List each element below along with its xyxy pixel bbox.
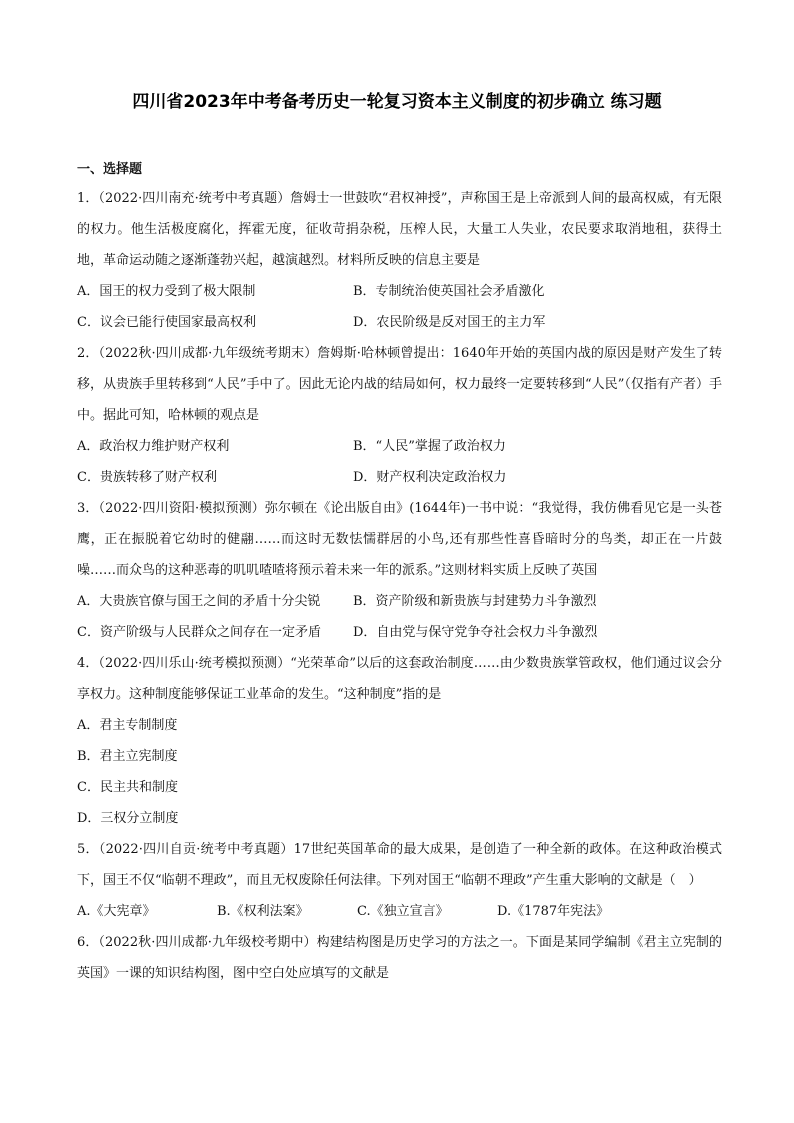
option-a: A.《大宪章》 <box>77 904 156 919</box>
option-c: C.《独立宣言》 <box>357 904 449 919</box>
option-b: B．“人民”掌握了政治权力 <box>353 439 506 454</box>
question-stem: 1．（2022·四川南充·统考中考真题）詹姆士一世鼓吹“君权神授”，声称国王是上帝派到人间的最高权威，有无限的权力。他生活极度腐化，挥霍无度，征收苛捐杂税，压榨人民，大量工人失业，农民要求取消地租，获得土地，革命运动随之逐渐蓬勃兴起，越演越烈。材料所反映的信息主要是 <box>77 191 722 268</box>
option-c: C．贵族转移了财产权利 <box>77 470 217 485</box>
question-stem: 2．（2022秋·四川成都·九年级统考期末）詹姆斯·哈林顿曾提出：1640年开始的英国内战的原因是财产发生了转移，从贵族手里转移到“人民”手中了。因此无论内战的结局如何，权力最终一定要转移到“人民”（仅指有产者）手中。据此可知，哈林顿的观点是 <box>77 346 722 423</box>
option-d: D．三权分立制度 <box>77 811 179 826</box>
option-b: B．资产阶级和新贵族与封建势力斗争激烈 <box>353 594 597 609</box>
options <box>77 276 722 338</box>
option-b: B．专制统治使英国社会矛盾激化 <box>353 284 545 299</box>
option-a: A．大贵族官僚与国王之间的矛盾十分尖锐 <box>77 594 321 609</box>
question-5 <box>77 834 722 927</box>
option-c: C．民主共和制度 <box>77 780 178 795</box>
document-body <box>77 157 722 989</box>
question-stem: 5．（2022·四川自贡·统考中考真题）17世纪英国革命的最大成果，是创造了一种全新的政体。在这种政治模式下，国王不仅“临朝不理政”，而且无权废除任何法律。下列对国王“临朝不理政”产生重大影响的文献是（ ） <box>77 842 722 888</box>
option-d: D．农民阶级是反对国王的主力军 <box>353 315 546 330</box>
option-d: D．自由党与保守党争夺社会权力斗争激烈 <box>353 625 598 640</box>
option-a: A．政治权力维护财产权利 <box>77 439 230 454</box>
option-b: B.《权利法案》 <box>217 904 309 919</box>
section-heading: 一、选择题 <box>77 162 143 177</box>
options <box>77 896 722 927</box>
option-d: D.《1787年宪法》 <box>497 904 610 919</box>
question-stem: 6．（2022秋·四川成都·九年级校考期中）构建结构图是历史学习的方法之一。下面是某同学编制《君主立宪制的英国》一课的知识结构图，图中空白处应填写的文献是 <box>77 935 722 981</box>
option-a: A．国王的权力受到了极大限制 <box>77 284 256 299</box>
option-d: D．财产权利决定政治权力 <box>353 470 507 485</box>
question-2 <box>77 338 722 493</box>
question-stem: 4．（2022·四川乐山·统考模拟预测）“光荣革命”以后的这套政治制度……由少数贵族掌管政权，他们通过议会分享权力。这种制度能够保证工业革命的发生。“这种制度”指的是 <box>77 656 722 702</box>
options <box>77 586 722 648</box>
question-1 <box>77 183 722 338</box>
option-c: C．议会已能行使国家最高权利 <box>77 315 256 330</box>
question-4 <box>77 648 722 834</box>
page-title: 四川省2023年中考备考历史一轮复习资本主义制度的初步确立 练习题 <box>132 92 662 112</box>
option-a: A．君主专制制度 <box>77 718 178 733</box>
question-stem: 3．（2022·四川资阳·模拟预测）弥尔顿在《论出版自由》(1644年)一书中说：“我觉得，我仿佛看见它是一头苍鹰，正在振脱着它幼时的健翮……而这时无数怯懦群居的小鸟,还有那些性喜昏暗时分的鸟类，却正在一片鼓噪……而众鸟的这种恶毒的叽叽喳喳将预示着未来一年的派系。”这则材料实质上反映了英国 <box>77 501 722 578</box>
question-6 <box>77 927 722 989</box>
question-3 <box>77 493 722 648</box>
options <box>77 710 722 834</box>
option-c: C．资产阶级与人民群众之间存在一定矛盾 <box>77 625 321 640</box>
option-b: B．君主立宪制度 <box>77 749 178 764</box>
options <box>77 431 722 493</box>
